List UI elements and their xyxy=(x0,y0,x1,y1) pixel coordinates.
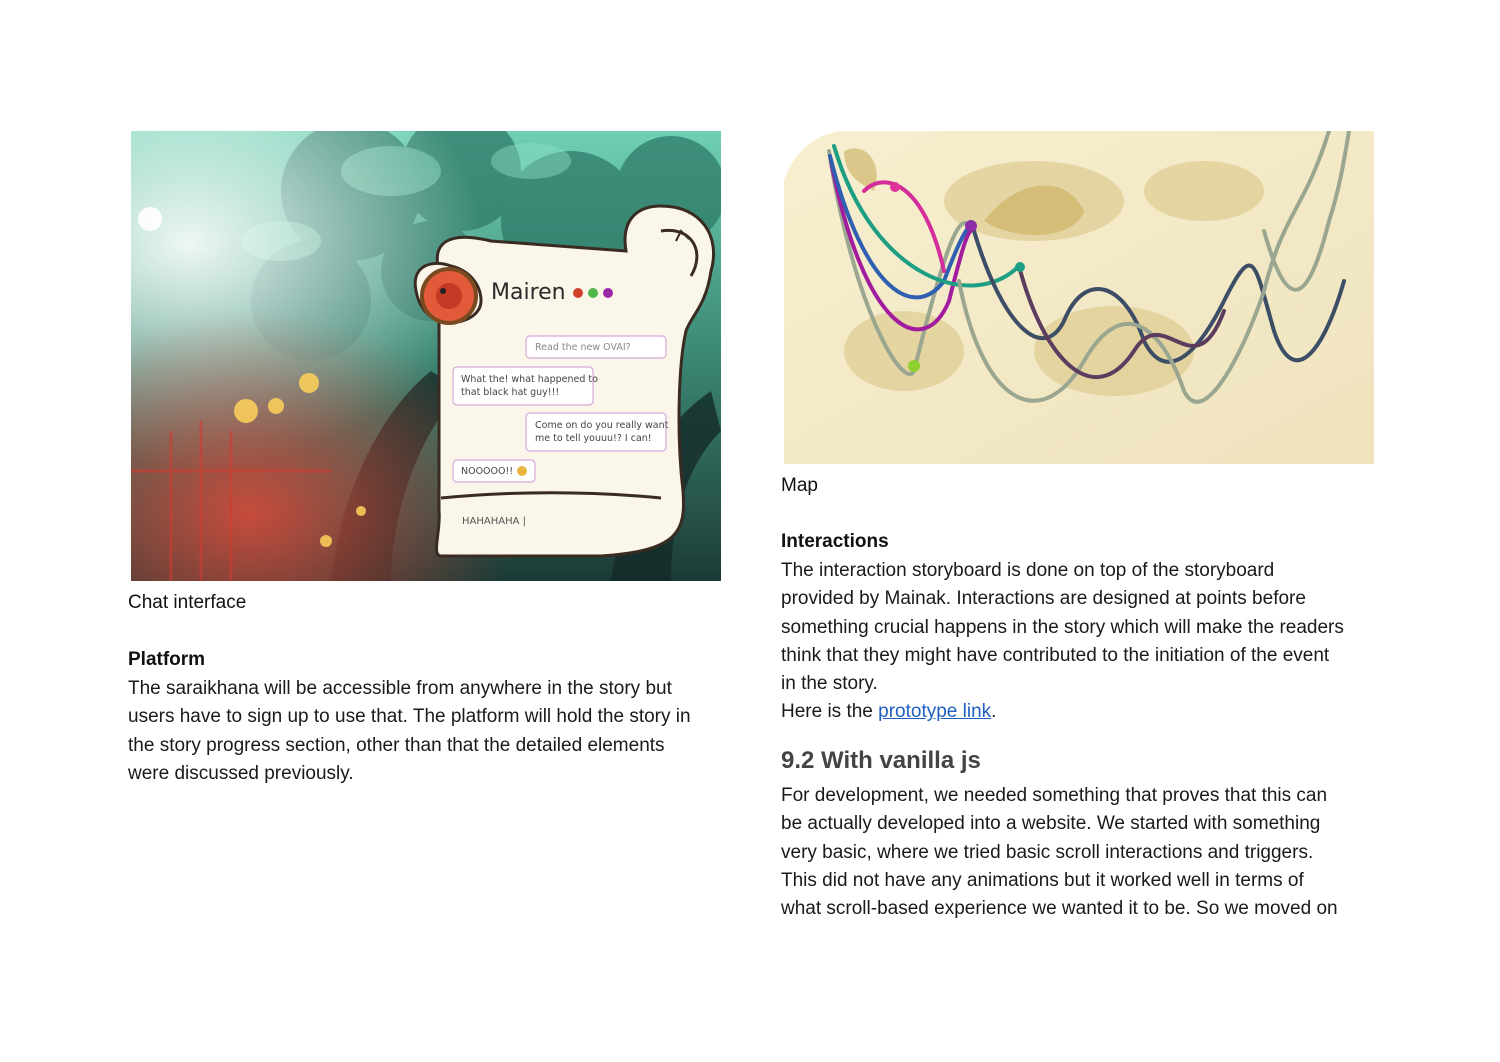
chat-input: HAHAHAHA | xyxy=(462,516,526,527)
map-node-green xyxy=(908,360,920,372)
link-prefix: Here is the xyxy=(781,701,879,723)
platform-heading: Platform xyxy=(128,649,206,670)
chat-message-2a: What the! what happened to xyxy=(461,374,598,385)
platform-line: were discussed previously. xyxy=(128,762,354,784)
status-dot-red xyxy=(573,288,583,298)
prototype-link-line xyxy=(781,698,1381,726)
interactions-line: in the story. xyxy=(781,673,878,695)
interactions-line: something crucial happens in the story which will make the readers xyxy=(781,616,1344,638)
platform-line: the story progress section, other than that the detailed elements xyxy=(128,734,665,756)
development-line: be actually developed into a website. We started with something xyxy=(781,813,1321,835)
interactions-line: The interaction storyboard is done on top of the storyboard xyxy=(781,560,1275,581)
platform-line: users have to sign up to use that. The platform will hold the story in xyxy=(128,706,691,728)
chat-contact-name: Mairen xyxy=(491,280,566,305)
development-line: very basic, where we tried basic scroll interactions and triggers. xyxy=(781,841,1314,863)
emoji-icon xyxy=(517,466,527,476)
link-suffix: . xyxy=(991,701,997,723)
chat-message-1: Read the new OVAI? xyxy=(535,342,631,353)
section-heading: 9.2 With vanilla js xyxy=(781,747,981,774)
chat-message-4: NOOOOO!! xyxy=(461,466,514,477)
chat-interface-image xyxy=(131,131,721,581)
development-line: what scroll-based experience we wanted it to be. So we moved on xyxy=(781,898,1338,920)
chat-message-3b: me to tell youuu!? I can! xyxy=(535,433,652,444)
map-figure-caption: Map xyxy=(781,475,818,496)
development-paragraph xyxy=(781,782,1381,923)
development-line: For development, we needed something that proves that this can xyxy=(781,785,1328,806)
chat-message-2b: that black hat guy!!! xyxy=(461,387,560,398)
platform-line: The saraikhana will be accessible from anywhere in the story but xyxy=(128,678,672,699)
prototype-link[interactable]: prototype link xyxy=(878,701,992,723)
interactions-line: provided by Mainak. Interactions are designed at points before xyxy=(781,588,1306,610)
interactions-line: think that they might have contributed to the initiation of the event xyxy=(781,644,1330,666)
chat-message-3a: Come on do you really want xyxy=(535,420,669,431)
interactions-heading: Interactions xyxy=(781,531,889,552)
status-dot-green xyxy=(588,288,598,298)
map-node-purple xyxy=(965,220,977,232)
chat-figure-caption: Chat interface xyxy=(128,592,247,613)
map-node-teal xyxy=(1015,262,1025,272)
platform-paragraph xyxy=(128,675,728,788)
interactions-paragraph xyxy=(781,557,1381,727)
status-dot-purple xyxy=(603,288,613,298)
map-node-pink xyxy=(890,182,900,192)
development-line: This did not have any animations but it worked well in terms of xyxy=(781,869,1304,891)
map-image xyxy=(784,131,1374,464)
